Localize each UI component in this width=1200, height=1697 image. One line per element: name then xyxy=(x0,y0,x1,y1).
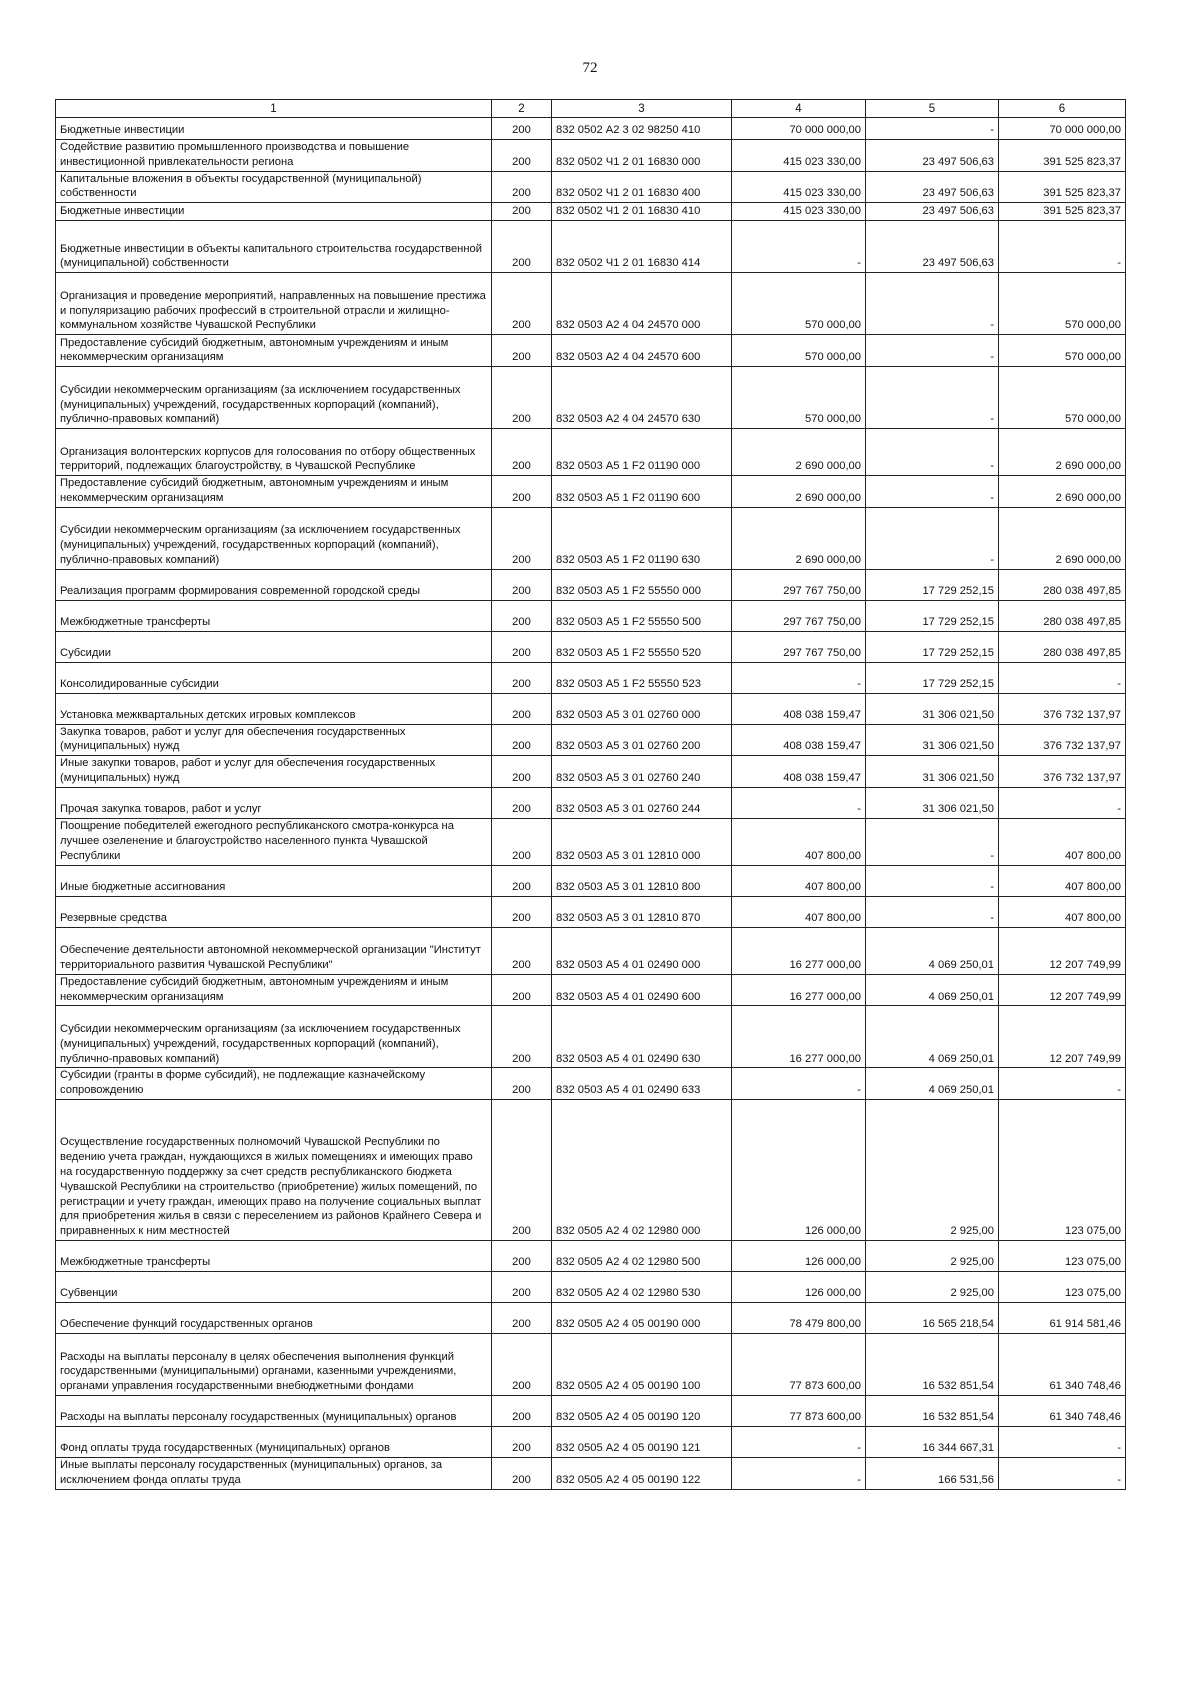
classification-code-cell: 832 0505 А2 4 02 12980 000 xyxy=(552,1099,732,1240)
item-name-cell: Закупка товаров, работ и услуг для обеспечения государственных (муниципальных) нужд xyxy=(56,724,492,756)
line-code-cell: 200 xyxy=(492,507,552,569)
item-name-cell: Предоставление субсидий бюджетным, автономным учреждениям и иным некоммерческим организациям xyxy=(56,974,492,1006)
approved-amount-cell: 415 023 330,00 xyxy=(732,203,866,221)
table-row xyxy=(56,367,1126,429)
executed-amount-cell: 2 925,00 xyxy=(866,1240,999,1271)
item-name-cell: Субвенции xyxy=(56,1271,492,1302)
item-name-cell: Бюджетные инвестиции xyxy=(56,203,492,221)
column-number-header-row xyxy=(56,100,1126,118)
line-code-cell: 200 xyxy=(492,203,552,221)
item-name-cell: Иные закупки товаров, работ и услуг для обеспечения государственных (муниципальных) нужд xyxy=(56,756,492,788)
classification-code-cell: 832 0502 Ч1 2 01 16830 414 xyxy=(552,221,732,273)
executed-amount-cell: - xyxy=(866,118,999,140)
executed-amount-cell: - xyxy=(866,507,999,569)
unexecuted-amount-cell: - xyxy=(999,221,1126,273)
approved-amount-cell: 408 038 159,47 xyxy=(732,724,866,756)
unexecuted-amount-cell: 2 690 000,00 xyxy=(999,476,1126,508)
table-row xyxy=(56,1302,1126,1333)
executed-amount-cell: 31 306 021,50 xyxy=(866,724,999,756)
approved-amount-cell: 297 767 750,00 xyxy=(732,600,866,631)
item-name-cell: Субсидии (гранты в форме субсидий), не подлежащие казначейскому сопровождению xyxy=(56,1068,492,1100)
column-number-3: 3 xyxy=(552,100,732,118)
unexecuted-amount-cell: 61 340 748,46 xyxy=(999,1395,1126,1426)
table-row xyxy=(56,724,1126,756)
classification-code-cell: 832 0505 А2 4 05 00190 100 xyxy=(552,1333,732,1395)
executed-amount-cell: 4 069 250,01 xyxy=(866,974,999,1006)
unexecuted-amount-cell: - xyxy=(999,1457,1126,1489)
executed-amount-cell: 16 565 218,54 xyxy=(866,1302,999,1333)
approved-amount-cell: 407 800,00 xyxy=(732,865,866,896)
unexecuted-amount-cell: - xyxy=(999,787,1126,818)
table-row xyxy=(56,1457,1126,1489)
executed-amount-cell: 16 532 851,54 xyxy=(866,1395,999,1426)
table-row xyxy=(56,1333,1126,1395)
approved-amount-cell: 2 690 000,00 xyxy=(732,507,866,569)
table-row xyxy=(56,476,1126,508)
line-code-cell: 200 xyxy=(492,429,552,476)
unexecuted-amount-cell: 61 340 748,46 xyxy=(999,1333,1126,1395)
budget-table xyxy=(55,99,1126,1490)
table-row xyxy=(56,1395,1126,1426)
unexecuted-amount-cell: 280 038 497,85 xyxy=(999,569,1126,600)
approved-amount-cell: 126 000,00 xyxy=(732,1099,866,1240)
line-code-cell: 200 xyxy=(492,927,552,974)
executed-amount-cell: 16 532 851,54 xyxy=(866,1333,999,1395)
line-code-cell: 200 xyxy=(492,1271,552,1302)
line-code-cell: 200 xyxy=(492,1333,552,1395)
line-code-cell: 200 xyxy=(492,631,552,662)
table-row xyxy=(56,756,1126,788)
executed-amount-cell: - xyxy=(866,273,999,335)
classification-code-cell: 832 0503 А2 4 04 24570 630 xyxy=(552,367,732,429)
table-row xyxy=(56,787,1126,818)
line-code-cell: 200 xyxy=(492,787,552,818)
classification-code-cell: 832 0503 А5 1 F2 01190 000 xyxy=(552,429,732,476)
item-name-cell: Межбюджетные трансферты xyxy=(56,600,492,631)
approved-amount-cell: - xyxy=(732,1068,866,1100)
executed-amount-cell: 16 344 667,31 xyxy=(866,1426,999,1457)
classification-code-cell: 832 0502 Ч1 2 01 16830 400 xyxy=(552,171,732,203)
table-row xyxy=(56,171,1126,203)
approved-amount-cell: 297 767 750,00 xyxy=(732,569,866,600)
line-code-cell: 200 xyxy=(492,896,552,927)
column-number-4: 4 xyxy=(732,100,866,118)
unexecuted-amount-cell: 391 525 823,37 xyxy=(999,140,1126,172)
classification-code-cell: 832 0503 А5 1 F2 55550 520 xyxy=(552,631,732,662)
table-row xyxy=(56,1240,1126,1271)
unexecuted-amount-cell: 407 800,00 xyxy=(999,818,1126,865)
unexecuted-amount-cell: 123 075,00 xyxy=(999,1099,1126,1240)
executed-amount-cell: 4 069 250,01 xyxy=(866,927,999,974)
table-row xyxy=(56,1006,1126,1068)
classification-code-cell: 832 0503 А5 1 F2 01190 600 xyxy=(552,476,732,508)
executed-amount-cell: - xyxy=(866,818,999,865)
unexecuted-amount-cell: 123 075,00 xyxy=(999,1271,1126,1302)
classification-code-cell: 832 0503 А5 3 01 12810 870 xyxy=(552,896,732,927)
unexecuted-amount-cell: 391 525 823,37 xyxy=(999,171,1126,203)
classification-code-cell: 832 0503 А2 4 04 24570 000 xyxy=(552,273,732,335)
classification-code-cell: 832 0505 А2 4 05 00190 120 xyxy=(552,1395,732,1426)
table-row xyxy=(56,693,1126,724)
classification-code-cell: 832 0503 А5 1 F2 55550 523 xyxy=(552,662,732,693)
approved-amount-cell: 16 277 000,00 xyxy=(732,974,866,1006)
unexecuted-amount-cell: 280 038 497,85 xyxy=(999,631,1126,662)
unexecuted-amount-cell: 280 038 497,85 xyxy=(999,600,1126,631)
executed-amount-cell: 17 729 252,15 xyxy=(866,600,999,631)
approved-amount-cell: - xyxy=(732,787,866,818)
approved-amount-cell: 16 277 000,00 xyxy=(732,1006,866,1068)
unexecuted-amount-cell: 376 732 137,97 xyxy=(999,693,1126,724)
column-number-1: 1 xyxy=(56,100,492,118)
item-name-cell: Установка межквартальных детских игровых комплексов xyxy=(56,693,492,724)
line-code-cell: 200 xyxy=(492,1099,552,1240)
line-code-cell: 200 xyxy=(492,140,552,172)
line-code-cell: 200 xyxy=(492,1006,552,1068)
classification-code-cell: 832 0503 А5 3 01 12810 000 xyxy=(552,818,732,865)
item-name-cell: Бюджетные инвестиции в объекты капитального строительства государственной (муниципальной) собственности xyxy=(56,221,492,273)
approved-amount-cell: 570 000,00 xyxy=(732,273,866,335)
classification-code-cell: 832 0503 А5 4 01 02490 000 xyxy=(552,927,732,974)
approved-amount-cell: 126 000,00 xyxy=(732,1271,866,1302)
line-code-cell: 200 xyxy=(492,1395,552,1426)
line-code-cell: 200 xyxy=(492,569,552,600)
item-name-cell: Субсидии xyxy=(56,631,492,662)
approved-amount-cell: - xyxy=(732,1426,866,1457)
table-row xyxy=(56,221,1126,273)
item-name-cell: Предоставление субсидий бюджетным, автономным учреждениям и иным некоммерческим организациям xyxy=(56,476,492,508)
executed-amount-cell: 17 729 252,15 xyxy=(866,569,999,600)
unexecuted-amount-cell: 407 800,00 xyxy=(999,865,1126,896)
classification-code-cell: 832 0503 А5 3 01 02760 200 xyxy=(552,724,732,756)
classification-code-cell: 832 0503 А5 1 F2 01190 630 xyxy=(552,507,732,569)
executed-amount-cell: 4 069 250,01 xyxy=(866,1068,999,1100)
item-name-cell: Содействие развитию промышленного производства и повышение инвестиционной привлекательности региона xyxy=(56,140,492,172)
executed-amount-cell: 17 729 252,15 xyxy=(866,631,999,662)
table-row xyxy=(56,1068,1126,1100)
table-row xyxy=(56,335,1126,367)
line-code-cell: 200 xyxy=(492,335,552,367)
approved-amount-cell: 570 000,00 xyxy=(732,335,866,367)
classification-code-cell: 832 0503 А5 1 F2 55550 000 xyxy=(552,569,732,600)
item-name-cell: Поощрение победителей ежегодного республиканского смотра-конкурса на лучшее озеленение и благоустройство населенного пункта Чувашской Республики xyxy=(56,818,492,865)
item-name-cell: Обеспечение функций государственных органов xyxy=(56,1302,492,1333)
item-name-cell: Капитальные вложения в объекты государственной (муниципальной) собственности xyxy=(56,171,492,203)
approved-amount-cell: - xyxy=(732,662,866,693)
unexecuted-amount-cell: 61 914 581,46 xyxy=(999,1302,1126,1333)
unexecuted-amount-cell: 570 000,00 xyxy=(999,367,1126,429)
approved-amount-cell: 77 873 600,00 xyxy=(732,1333,866,1395)
column-number-2: 2 xyxy=(492,100,552,118)
line-code-cell: 200 xyxy=(492,600,552,631)
approved-amount-cell: 408 038 159,47 xyxy=(732,756,866,788)
classification-code-cell: 832 0505 А2 4 05 00190 000 xyxy=(552,1302,732,1333)
line-code-cell: 200 xyxy=(492,1457,552,1489)
line-code-cell: 200 xyxy=(492,1068,552,1100)
classification-code-cell: 832 0505 А2 4 05 00190 121 xyxy=(552,1426,732,1457)
column-number-5: 5 xyxy=(866,100,999,118)
table-row xyxy=(56,818,1126,865)
unexecuted-amount-cell: - xyxy=(999,1426,1126,1457)
unexecuted-amount-cell: 70 000 000,00 xyxy=(999,118,1126,140)
line-code-cell: 200 xyxy=(492,818,552,865)
approved-amount-cell: - xyxy=(732,1457,866,1489)
unexecuted-amount-cell: 407 800,00 xyxy=(999,896,1126,927)
line-code-cell: 200 xyxy=(492,756,552,788)
unexecuted-amount-cell: 12 207 749,99 xyxy=(999,927,1126,974)
executed-amount-cell: 23 497 506,63 xyxy=(866,140,999,172)
budget-table-body xyxy=(56,118,1126,1490)
executed-amount-cell: 31 306 021,50 xyxy=(866,693,999,724)
classification-code-cell: 832 0503 А5 3 01 12810 800 xyxy=(552,865,732,896)
unexecuted-amount-cell: 391 525 823,37 xyxy=(999,203,1126,221)
line-code-cell: 200 xyxy=(492,1426,552,1457)
table-row xyxy=(56,569,1126,600)
approved-amount-cell: 77 873 600,00 xyxy=(732,1395,866,1426)
item-name-cell: Межбюджетные трансферты xyxy=(56,1240,492,1271)
table-row xyxy=(56,273,1126,335)
unexecuted-amount-cell: 2 690 000,00 xyxy=(999,507,1126,569)
classification-code-cell: 832 0502 А2 3 02 98250 410 xyxy=(552,118,732,140)
approved-amount-cell: 570 000,00 xyxy=(732,367,866,429)
line-code-cell: 200 xyxy=(492,476,552,508)
item-name-cell: Резервные средства xyxy=(56,896,492,927)
classification-code-cell: 832 0503 А5 4 01 02490 630 xyxy=(552,1006,732,1068)
executed-amount-cell: - xyxy=(866,896,999,927)
item-name-cell: Бюджетные инвестиции xyxy=(56,118,492,140)
executed-amount-cell: 2 925,00 xyxy=(866,1099,999,1240)
executed-amount-cell: 166 531,56 xyxy=(866,1457,999,1489)
unexecuted-amount-cell: 123 075,00 xyxy=(999,1240,1126,1271)
item-name-cell: Прочая закупка товаров, работ и услуг xyxy=(56,787,492,818)
executed-amount-cell: 31 306 021,50 xyxy=(866,787,999,818)
table-row xyxy=(56,974,1126,1006)
line-code-cell: 200 xyxy=(492,367,552,429)
table-row xyxy=(56,429,1126,476)
item-name-cell: Предоставление субсидий бюджетным, автономным учреждениям и иным некоммерческим организациям xyxy=(56,335,492,367)
table-row xyxy=(56,927,1126,974)
approved-amount-cell: 2 690 000,00 xyxy=(732,429,866,476)
unexecuted-amount-cell: 570 000,00 xyxy=(999,335,1126,367)
executed-amount-cell: 4 069 250,01 xyxy=(866,1006,999,1068)
executed-amount-cell: 17 729 252,15 xyxy=(866,662,999,693)
approved-amount-cell: 415 023 330,00 xyxy=(732,140,866,172)
item-name-cell: Расходы на выплаты персоналу государственных (муниципальных) органов xyxy=(56,1395,492,1426)
unexecuted-amount-cell: - xyxy=(999,1068,1126,1100)
executed-amount-cell: - xyxy=(866,476,999,508)
executed-amount-cell: 23 497 506,63 xyxy=(866,203,999,221)
line-code-cell: 200 xyxy=(492,118,552,140)
item-name-cell: Фонд оплаты труда государственных (муниципальных) органов xyxy=(56,1426,492,1457)
line-code-cell: 200 xyxy=(492,974,552,1006)
classification-code-cell: 832 0503 А5 1 F2 55550 500 xyxy=(552,600,732,631)
approved-amount-cell: 126 000,00 xyxy=(732,1240,866,1271)
approved-amount-cell: 407 800,00 xyxy=(732,818,866,865)
item-name-cell: Осуществление государственных полномочий Чувашской Республики по ведению учета граждан, нуждающихся в жилых помещениях и имеющих право на государственную поддержку за счет средств республиканского бюджета Чувашской Республики на строительство (приобретение) жилых помещений, по регистрации и учету граждан, имеющих право на получение социальных выплат для приобретения жилья в связи с переселением из районов Крайнего Севера и приравненных к ним местностей xyxy=(56,1099,492,1240)
executed-amount-cell: 31 306 021,50 xyxy=(866,756,999,788)
item-name-cell: Организация и проведение мероприятий, направленных на повышение престижа и популяризацию рабочих профессий в строительной отрасли и жилищно-коммунальном хозяйстве Чувашской Республики xyxy=(56,273,492,335)
classification-code-cell: 832 0503 А5 3 01 02760 240 xyxy=(552,756,732,788)
executed-amount-cell: 2 925,00 xyxy=(866,1271,999,1302)
table-row xyxy=(56,203,1126,221)
line-code-cell: 200 xyxy=(492,273,552,335)
approved-amount-cell: 70 000 000,00 xyxy=(732,118,866,140)
executed-amount-cell: - xyxy=(866,335,999,367)
classification-code-cell: 832 0505 А2 4 02 12980 530 xyxy=(552,1271,732,1302)
table-row xyxy=(56,118,1126,140)
classification-code-cell: 832 0503 А5 3 01 02760 000 xyxy=(552,693,732,724)
classification-code-cell: 832 0505 А2 4 05 00190 122 xyxy=(552,1457,732,1489)
table-row xyxy=(56,507,1126,569)
unexecuted-amount-cell: 376 732 137,97 xyxy=(999,756,1126,788)
item-name-cell: Реализация программ формирования современной городской среды xyxy=(56,569,492,600)
line-code-cell: 200 xyxy=(492,171,552,203)
classification-code-cell: 832 0505 А2 4 02 12980 500 xyxy=(552,1240,732,1271)
classification-code-cell: 832 0502 Ч1 2 01 16830 000 xyxy=(552,140,732,172)
item-name-cell: Иные бюджетные ассигнования xyxy=(56,865,492,896)
table-row xyxy=(56,1271,1126,1302)
item-name-cell: Организация волонтерских корпусов для голосования по отбору общественных территорий, подлежащих благоустройству, в Чувашской Республике xyxy=(56,429,492,476)
approved-amount-cell: 16 277 000,00 xyxy=(732,927,866,974)
table-row xyxy=(56,896,1126,927)
unexecuted-amount-cell: 12 207 749,99 xyxy=(999,974,1126,1006)
approved-amount-cell: 78 479 800,00 xyxy=(732,1302,866,1333)
table-row xyxy=(56,600,1126,631)
unexecuted-amount-cell: 2 690 000,00 xyxy=(999,429,1126,476)
classification-code-cell: 832 0503 А5 3 01 02760 244 xyxy=(552,787,732,818)
executed-amount-cell: 23 497 506,63 xyxy=(866,221,999,273)
line-code-cell: 200 xyxy=(492,865,552,896)
approved-amount-cell: 297 767 750,00 xyxy=(732,631,866,662)
approved-amount-cell: 415 023 330,00 xyxy=(732,171,866,203)
classification-code-cell: 832 0503 А2 4 04 24570 600 xyxy=(552,335,732,367)
item-name-cell: Субсидии некоммерческим организациям (за исключением государственных (муниципальных) учреждений, государственных корпораций (компаний), публично-правовых компаний) xyxy=(56,507,492,569)
item-name-cell: Консолидированные субсидии xyxy=(56,662,492,693)
line-code-cell: 200 xyxy=(492,724,552,756)
item-name-cell: Обеспечение деятельности автономной некоммерческой организации "Институт территориального развития Чувашской Республики" xyxy=(56,927,492,974)
approved-amount-cell: 2 690 000,00 xyxy=(732,476,866,508)
table-row xyxy=(56,865,1126,896)
executed-amount-cell: - xyxy=(866,865,999,896)
table-row xyxy=(56,1099,1126,1240)
line-code-cell: 200 xyxy=(492,693,552,724)
table-row xyxy=(56,662,1126,693)
unexecuted-amount-cell: - xyxy=(999,662,1126,693)
classification-code-cell: 832 0502 Ч1 2 01 16830 410 xyxy=(552,203,732,221)
approved-amount-cell: - xyxy=(732,221,866,273)
classification-code-cell: 832 0503 А5 4 01 02490 633 xyxy=(552,1068,732,1100)
page-number: 72 xyxy=(582,60,598,76)
table-row xyxy=(56,631,1126,662)
line-code-cell: 200 xyxy=(492,221,552,273)
classification-code-cell: 832 0503 А5 4 01 02490 600 xyxy=(552,974,732,1006)
line-code-cell: 200 xyxy=(492,1240,552,1271)
table-row xyxy=(56,1426,1126,1457)
approved-amount-cell: 408 038 159,47 xyxy=(732,693,866,724)
item-name-cell: Расходы на выплаты персоналу в целях обеспечения выполнения функций государственными (муниципальными) органами, казенными учреждениями, органами управления государственными внебюджетными фондами xyxy=(56,1333,492,1395)
table-row xyxy=(56,140,1126,172)
unexecuted-amount-cell: 12 207 749,99 xyxy=(999,1006,1126,1068)
item-name-cell: Иные выплаты персоналу государственных (муниципальных) органов, за исключением фонда оплаты труда xyxy=(56,1457,492,1489)
executed-amount-cell: - xyxy=(866,367,999,429)
approved-amount-cell: 407 800,00 xyxy=(732,896,866,927)
executed-amount-cell: 23 497 506,63 xyxy=(866,171,999,203)
unexecuted-amount-cell: 376 732 137,97 xyxy=(999,724,1126,756)
item-name-cell: Субсидии некоммерческим организациям (за исключением государственных (муниципальных) учреждений, государственных корпораций (компаний), публично-правовых компаний) xyxy=(56,1006,492,1068)
unexecuted-amount-cell: 570 000,00 xyxy=(999,273,1126,335)
item-name-cell: Субсидии некоммерческим организациям (за исключением государственных (муниципальных) учреждений, государственных корпораций (компаний), публично-правовых компаний) xyxy=(56,367,492,429)
line-code-cell: 200 xyxy=(492,662,552,693)
line-code-cell: 200 xyxy=(492,1302,552,1333)
executed-amount-cell: - xyxy=(866,429,999,476)
column-number-6: 6 xyxy=(999,100,1126,118)
